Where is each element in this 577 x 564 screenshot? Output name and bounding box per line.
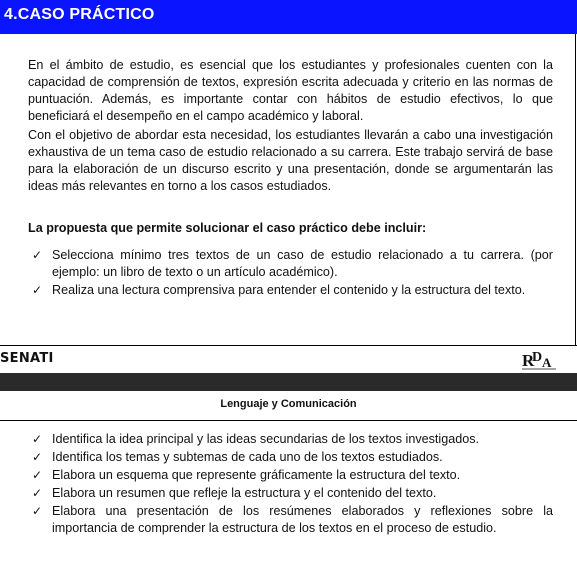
list-item <box>28 485 553 502</box>
intro-paragraph-2: Con el objetivo de abordar esta necesidad, los estudiantes llevarán a cabo una investigación exhaustiva de un tema caso de estudio relacionado a su carrera. Este trabajo servirá de base para la elaboración de un discurso escrito y una presentación, donde se argumentarán las ideas más relevantes en torno a los casos estudiados. <box>28 128 553 193</box>
requirements-list-page1 <box>28 247 553 300</box>
page-footer-rule <box>0 345 577 346</box>
list-item-text: Elabora una presentación de los resúmenes elaborados y reflexiones sobre la importancia de comprender la estructura de los textos en el proceso de estudio. <box>52 504 553 535</box>
proposal-heading: La propuesta que permite solucionar el caso práctico debe incluir: <box>28 221 427 235</box>
list-item <box>28 247 553 281</box>
list-item-text: Elabora un resumen que refleje la estructura y el contenido del texto. <box>52 486 437 500</box>
checkmark-icon: ✓ <box>32 486 43 500</box>
svg-text:A: A <box>542 355 552 370</box>
rda-logo-icon <box>520 347 560 371</box>
list-item <box>28 431 553 448</box>
checkmark-icon: ✓ <box>32 450 43 464</box>
svg-text:D: D <box>532 350 543 365</box>
svg-text:R: R <box>522 351 535 370</box>
list-item-text: Realiza una lectura comprensiva para entender el contenido y la estructura del texto. <box>52 283 526 297</box>
list-item-text: Identifica la idea principal y las ideas secundarias de los textos investigados. <box>52 432 480 446</box>
checkmark-icon: ✓ <box>32 432 43 446</box>
list-item-text: Identifica los temas y subtemas de cada uno de los textos estudiados. <box>52 450 443 464</box>
course-title: Lenguaje y Comunicación <box>220 398 357 410</box>
list-item <box>28 503 553 537</box>
requirements-list-page2 <box>28 431 553 538</box>
list-item <box>28 467 553 484</box>
page-separator-band <box>0 373 577 391</box>
senati-brand: SENATI <box>0 351 54 366</box>
checkmark-icon: ✓ <box>32 504 43 518</box>
page-border-right <box>575 34 576 346</box>
list-item-text: Elabora un esquema que represente gráficamente la estructura del texto. <box>52 468 461 482</box>
section-title: 4.CASO PRÁCTICO <box>4 6 155 23</box>
list-item <box>28 449 553 466</box>
intro-paragraph-1: En el ámbito de estudio, es esencial que los estudiantes y profesionales cuenten con la capacidad de comprensión de textos, expresión escrita adecuada y criterio en las normas de puntuación. Además, es importante contar con hábitos de estudio efectivos, lo que beneficiará el desempeño en el campo académico y laboral. <box>28 58 553 123</box>
list-item <box>28 282 553 299</box>
checkmark-icon: ✓ <box>32 468 43 482</box>
list-item-text: Selecciona mínimo tres textos de un caso de estudio relacionado a tu carrera. (por ejemplo: un libro de texto o un artículo académico). <box>52 248 553 279</box>
header-rule <box>0 420 577 421</box>
checkmark-icon: ✓ <box>32 248 43 262</box>
section-title-bar <box>0 0 577 34</box>
checkmark-icon: ✓ <box>32 283 43 297</box>
